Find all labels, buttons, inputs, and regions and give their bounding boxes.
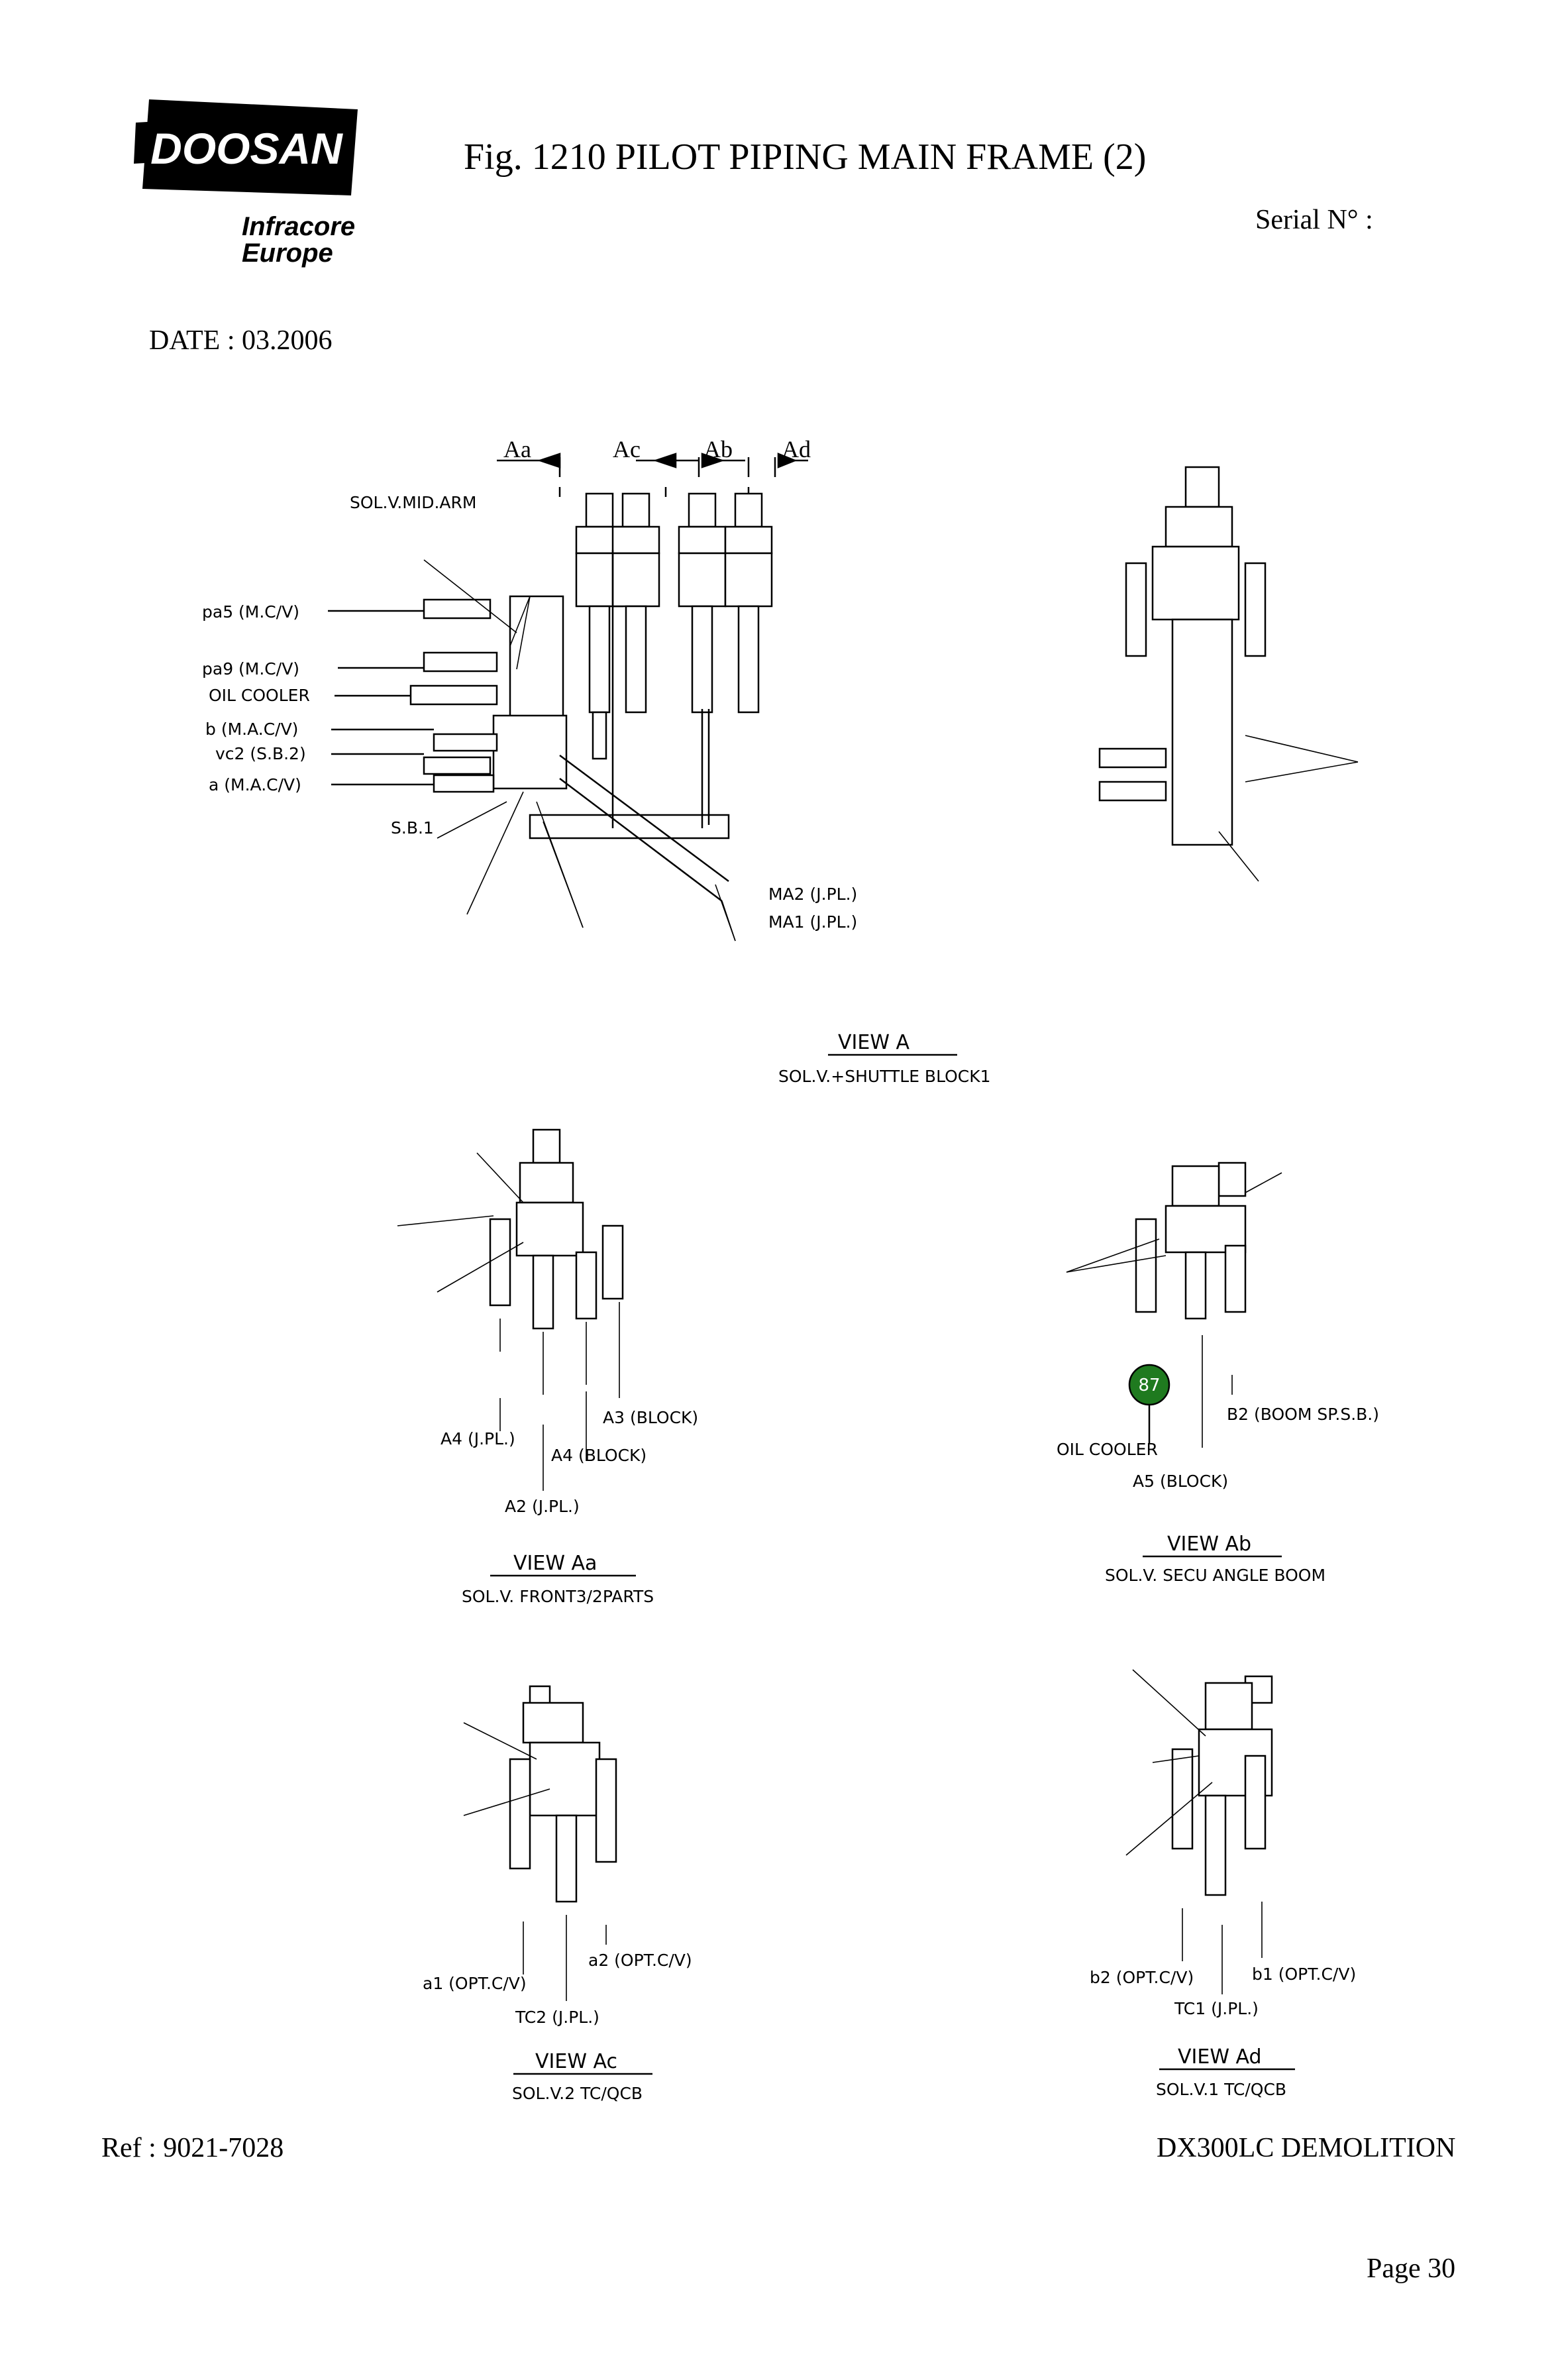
valve-stack-right1 xyxy=(679,494,725,712)
view-ad-title: VIEW Ad xyxy=(1178,2045,1262,2069)
ad-b2-label: b2 (OPT.C/V) xyxy=(1090,1968,1194,1987)
page-number: Page 30 xyxy=(1367,2253,1456,2284)
left-hoses xyxy=(328,600,497,792)
ad-tc1-label: TC1 (J.PL.) xyxy=(1174,1999,1259,2018)
pa5-label: pa5 (M.C/V) xyxy=(202,602,300,622)
ab-badge-number: 87 xyxy=(1138,1376,1161,1395)
view-ab-group xyxy=(1057,1163,1379,1585)
section-ad-label: Ad xyxy=(782,436,811,462)
valve-stack-right2 xyxy=(725,494,772,712)
shuttle-block xyxy=(493,716,566,788)
mounting-plate xyxy=(530,815,729,838)
view-aa-subtitle: SOL.V. FRONT3/2PARTS xyxy=(462,1587,654,1606)
ac-tc2-label: TC2 (J.PL.) xyxy=(515,2008,599,2027)
section-aa-label: Aa xyxy=(503,436,531,462)
view-a-side-view xyxy=(1100,467,1358,881)
logo-sub-europe: Europe xyxy=(242,239,333,268)
aa-a4-jpl-label: A4 (J.PL.) xyxy=(441,1429,515,1448)
view-ad-group xyxy=(1090,1670,1356,2099)
aa-a4-block-label: A4 (BLOCK) xyxy=(551,1446,647,1465)
view-aa-title: VIEW Aa xyxy=(513,1552,597,1575)
view-ab-title: VIEW Ab xyxy=(1167,1533,1252,1556)
ac-a1-label: a1 (OPT.C/V) xyxy=(423,1974,527,1993)
pa9-label: pa9 (M.C/V) xyxy=(202,659,300,678)
ma2-label: MA2 (J.PL.) xyxy=(768,885,858,904)
view-ac-subtitle: SOL.V.2 TC/QCB xyxy=(512,2084,643,2103)
footer-model: DX300LC DEMOLITION xyxy=(1157,2133,1456,2163)
sb1-label: S.B.1 xyxy=(391,818,434,838)
ab-a5-label: A5 (BLOCK) xyxy=(1133,1472,1229,1491)
ab-b2-label: B2 (BOOM SP.S.B.) xyxy=(1227,1405,1380,1424)
document-date: DATE : 03.2006 xyxy=(149,325,333,356)
aa-a3-label: A3 (BLOCK) xyxy=(603,1408,699,1427)
logo-sub-infracore: Infracore xyxy=(242,212,356,241)
valve-stack-mid xyxy=(613,494,659,712)
view-a-title: VIEW A xyxy=(838,1031,910,1054)
view-aa-group xyxy=(397,1130,698,1606)
view-a-group xyxy=(202,436,1358,1086)
section-ac-label: Ac xyxy=(613,436,641,462)
view-ac-title: VIEW Ac xyxy=(535,2050,618,2073)
sol-mid-arm-label: SOL.V.MID.ARM xyxy=(350,493,477,512)
view-ab-subtitle: SOL.V. SECU ANGLE BOOM xyxy=(1105,1566,1326,1585)
a-mac-label: a (M.A.C/V) xyxy=(209,775,301,794)
view-ad-subtitle: SOL.V.1 TC/QCB xyxy=(1156,2080,1287,2099)
aa-a2-label: A2 (J.PL.) xyxy=(505,1497,580,1516)
solenoid-block xyxy=(510,596,563,735)
ab-oil-cooler-label: OIL COOLER xyxy=(1057,1440,1158,1459)
section-ab-label: Ab xyxy=(703,436,733,462)
view-a-subtitle: SOL.V.+SHUTTLE BLOCK1 xyxy=(778,1067,991,1086)
serial-number: Serial N° : xyxy=(1255,205,1373,235)
vc2-label: vc2 (S.B.2) xyxy=(215,744,306,763)
ad-b1-label: b1 (OPT.C/V) xyxy=(1252,1965,1357,1984)
section-markers xyxy=(497,454,808,497)
view-ac-group xyxy=(423,1686,692,2103)
figure-title: Fig. 1210 PILOT PIPING MAIN FRAME (2) xyxy=(464,136,1147,178)
b-mac-label: b (M.A.C/V) xyxy=(205,720,299,739)
ac-a2-label: a2 (OPT.C/V) xyxy=(588,1951,692,1970)
ma1-label: MA1 (J.PL.) xyxy=(768,912,858,932)
logo-text: DOOSAN xyxy=(150,124,342,173)
oil-cooler-label-a: OIL COOLER xyxy=(209,686,310,705)
footer-ref: Ref : 9021-7028 xyxy=(101,2133,284,2163)
